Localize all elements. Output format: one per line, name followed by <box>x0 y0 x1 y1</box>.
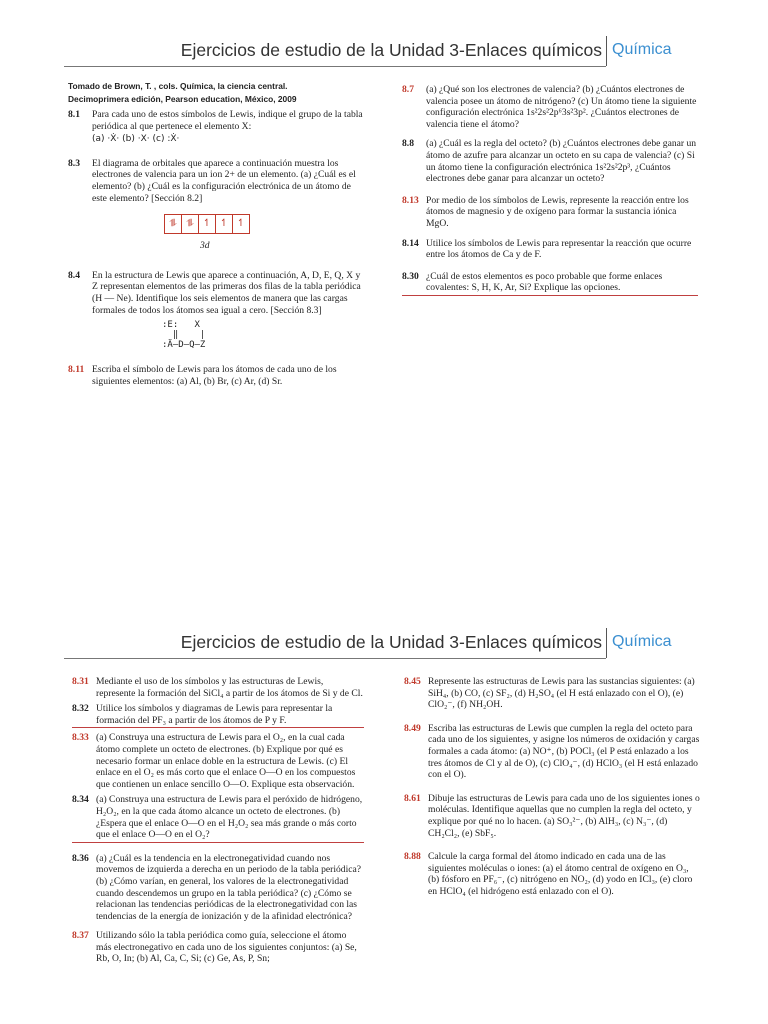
question-number: 8.61 <box>404 792 421 804</box>
question-text: Utilice los símbolos y diagramas de Lewis para representar la formación del PF₃ a partir de los átomos de P y F. <box>96 703 333 726</box>
orbital-box: ⥮ <box>164 214 181 234</box>
question-number: 8.14 <box>402 237 419 249</box>
page2-left-column <box>72 676 364 973</box>
question-8-14 <box>402 238 698 261</box>
question-number: 8.45 <box>404 676 421 687</box>
question-number: 8.88 <box>404 851 421 863</box>
question-number: 8.34 <box>72 794 89 806</box>
question-number: 8.33 <box>72 732 89 744</box>
page1-header-rule <box>64 66 606 67</box>
question-number: 8.13 <box>402 194 419 206</box>
question-8-36 <box>72 853 364 923</box>
question-number: 8.8 <box>402 138 414 150</box>
question-number: 8.37 <box>72 930 89 942</box>
question-8-1 <box>68 109 364 146</box>
question-text: Calcule la carga formal del átomo indicado en cada una de las siguientes moléculas o iones: (a) el átomo central de oxígeno en O₃, (b) fósforo en PF₆⁻, (c) nitrógeno en NO₂, (d) yodo en ICl₃, (e) cloro en HClO₄ (el hidrógeno está enlazado con el O). <box>428 851 693 897</box>
header-separator <box>606 36 607 66</box>
page2-title: Ejercicios de estudio de la Unidad 3-Enlaces químicos <box>180 632 602 652</box>
question-text: ¿Cuál de estos elementos es poco probable que forme enlaces covalentes: S, H, K, Ar, Si? Explique las opciones. <box>426 270 663 294</box>
question-text: Escriba las estructuras de Lewis que cumplen la regla del octeto para cada uno de los siguientes, y asigne los números de oxidación y cargas formales a cada átomo: (a) NO⁺, (b) POCl₃ (el P está enlazado a los tres átomos de Cl y al de O), (c) ClO₄⁻, (d) HClO₃ (el H está enlazado con el O). <box>428 722 700 781</box>
source-line-1: Tomado de Brown, T. , cols. Química, la ciencia central. <box>68 81 288 91</box>
question-8-32 <box>72 703 364 728</box>
question-text: Por medio de los símbolos de Lewis, represente la reacción entre los átomos de magnesio y de oxígeno para formar la sustancia iónica MgO. <box>426 194 689 229</box>
page2-header-rule <box>64 658 606 659</box>
orbital-box: ↿ <box>232 214 250 234</box>
question-text: Utilice los símbolos de Lewis para representar la reacción que ocurre entre los átomos de Ca y de F. <box>426 237 692 261</box>
question-8-34 <box>72 794 364 842</box>
question-text: Para cada uno de estos símbolos de Lewis, indique el grupo de la tabla periódica al que pertenece el elemento X: <box>92 109 363 132</box>
page1-right-column <box>402 84 698 304</box>
header-separator <box>606 628 607 658</box>
question-text: (a) ¿Cuál es la regla del octeto? (b) ¿Cuántos electrones debe ganar un átomo de azufre para alcanzar un octeto en su capa de valencia? (c) Si un átomo tiene la configuración electrónica 1s²2s²2p³, ¿Cuántos electrones debe ganar para alcanzar un octeto? <box>426 138 697 185</box>
orbital-label: 3d <box>200 240 210 252</box>
question-text: (a) Construya una estructura de Lewis para el peróxido de hidrógeno, H₂O₂, en la que cada átomo alcance un octeto de electrones. (b) ¿Espera que el enlace O—O en el H₂O₂ sea más grande o más corto que el enlace O—O en el O₂? <box>96 794 363 841</box>
question-number: 8.49 <box>404 722 421 734</box>
question-number: 8.3 <box>68 157 80 169</box>
orbital-box: ↿ <box>198 214 215 234</box>
question-text: Mediante el uso de los símbolos y las estructuras de Lewis, represente la formación del SiCl₄ a partir de los átomos de Si y de Cl. <box>96 676 363 699</box>
question-8-3 <box>68 158 364 204</box>
question-text: (a) Construya una estructura de Lewis para el O₂, en la cual cada átomo complete un octeto de electrones. (b) Explique por qué es necesario formar un enlace doble en la estructura de Lewis. (c) El enlace en el O₂ es más corto que el enlace O—O en los compuestos que contienen un enlace sencillo O—O. Explique esta observación. <box>96 732 356 790</box>
question-8-4 <box>68 270 364 350</box>
question-text: (a) ¿Cuál es la tendencia en la electronegatividad cuando nos movemos de izquierda a derecha en un periodo de la tabla periódica? (b) ¿Cómo varían, en general, los valores de la electronegatividad cuando descendemos un grupo en la tabla periódica? (c) ¿Cómo se relacionan las tendencias periódicas de la electronegatividad con las tendencias de la energía de ionización y de la afinidad electrónica? <box>96 852 362 922</box>
question-text: (a) ¿Qué son los electrones de valencia? (b) ¿Cuántos electrones de valencia posee un átomo de nitrógeno? (c) Un átomo tiene la siguiente configuración electrónica 1s²2s²2p⁶3s²3p². ¿Cuántos electrones de valencia tiene el átomo? <box>426 84 697 130</box>
question-8-31 <box>72 676 364 699</box>
question-number: 8.30 <box>402 270 419 282</box>
question-8-88 <box>404 851 700 897</box>
question-number: 8.4 <box>68 269 80 281</box>
page1-header <box>0 36 768 70</box>
page2-subject: Química <box>612 633 672 650</box>
question-number: 8.31 <box>72 676 89 687</box>
lewis-options: (a) ·Ẋ· (b) ·X· (c) :Ẋ· <box>92 134 180 145</box>
question-8-49 <box>404 723 700 781</box>
question-number: 8.7 <box>402 84 414 95</box>
question-text: Dibuje las estructuras de Lewis para cada uno de los siguientes iones o moléculas. Identifique aquellas que no cumplen la regla del octeto, y explique por qué no lo hacen. (a) SO₃²⁻, (b) AlH₃, (c) N₃⁻, (d) CH₂Cl₂, (e) SbF₅. <box>428 792 700 839</box>
question-text: En la estructura de Lewis que aparece a continuación, A, D, E, Q, X y Z representan elementos de las primeras dos filas de la tabla periódica (H — Ne). Identifique los seis elementos de manera que las cargas formales de todos los átomos sea igual a cero. [Sección 8.3] <box>92 269 361 316</box>
question-8-45 <box>404 676 700 711</box>
question-text: Escriba el símbolo de Lewis para los átomos de cada uno de los siguientes elementos: (a) Al, (b) Br, (c) Ar, (d) Sr. <box>92 364 337 387</box>
question-text: Represente las estructuras de Lewis para las sustancias siguientes: (a) SiH₄, (b) CO, (c) SF₂, (d) H₂SO₄ (el H está enlazado con el O), (e) ClO₂⁻, (f) NH₂OH. <box>428 676 695 711</box>
question-text: Utilizando sólo la tabla periódica como guía, seleccione el átomo más electronegativo en cada uno de los siguientes conjuntos: (a) Se, Rb, O, In; (b) Al, Ca, C, Si; (c) Ge, As, P, Sn; <box>96 930 357 965</box>
page1-left-column <box>68 80 364 395</box>
question-8-7 <box>402 84 698 130</box>
source-line-2: Decimoprimera edición, Pearson education, México, 2009 <box>68 94 297 104</box>
page1-title: Ejercicios de estudio de la Unidad 3-Enlaces químicos <box>180 40 602 60</box>
question-number: 8.32 <box>72 703 89 715</box>
page1-subject: Química <box>612 41 672 58</box>
orbital-box: ↿ <box>215 214 232 234</box>
question-8-33 <box>72 732 364 790</box>
question-8-30 <box>402 271 698 296</box>
question-text: El diagrama de orbitales que aparece a continuación muestra los electrones de valencia para un ion 2+ de un elemento. (a) ¿Cuál es el elemento? (b) ¿Cuál es la configuración electrónica de un átomo de este elemento? [Sección 8.2] <box>92 157 356 204</box>
source-citation <box>68 80 364 106</box>
orbital-box: ⥮ <box>181 214 198 234</box>
question-8-11 <box>68 364 364 387</box>
lewis-structure: :E: X ‖ | :Ä—D—Q—Z <box>162 320 206 351</box>
question-number: 8.1 <box>68 109 80 120</box>
question-8-8 <box>402 138 698 184</box>
page2-right-column <box>404 676 700 906</box>
question-8-37 <box>72 930 364 965</box>
question-8-13 <box>402 195 698 230</box>
orbital-diagram <box>164 214 364 234</box>
question-8-61 <box>404 793 700 839</box>
question-number: 8.11 <box>68 364 85 376</box>
question-number: 8.36 <box>72 852 89 864</box>
page2-header <box>0 628 768 662</box>
